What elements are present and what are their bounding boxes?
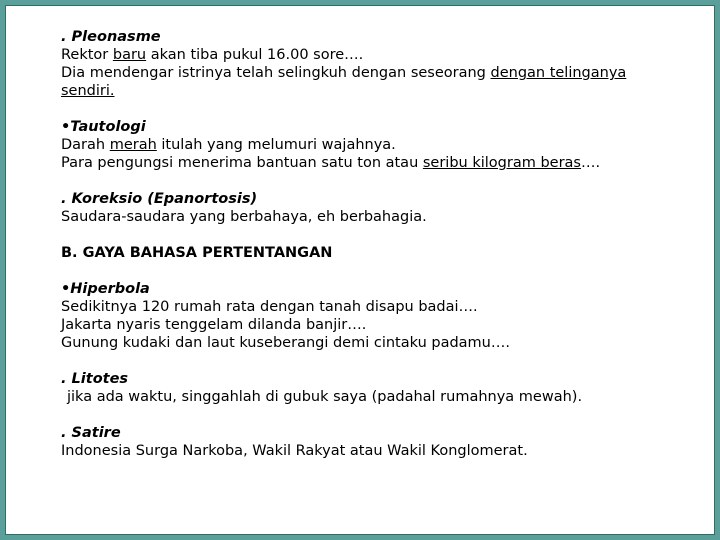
satire-example-1: Indonesia Surga Narkoba, Wakil Rakyat atau Wakil Konglomerat. xyxy=(61,443,528,459)
tautologi-example-1: Darah merah itulah yang melumuri wajahnya. xyxy=(61,137,396,153)
hiperbola-example-1: Sedikitnya 120 rumah rata dengan tanah disapu badai…. xyxy=(61,299,478,315)
litotes-example-1: jika ada waktu, singgahlah di gubuk saya (padahal rumahnya mewah). xyxy=(67,389,583,405)
gaya-pertentangan-heading: B. GAYA BAHASA PERTENTANGAN xyxy=(61,245,333,261)
satire-heading: . Satire xyxy=(61,425,121,441)
hiperbola-example-2: Jakarta nyaris tenggelam dilanda banjir…. xyxy=(61,317,367,333)
hiperbola-heading: •Hiperbola xyxy=(61,281,150,297)
tautologi-heading: •Tautologi xyxy=(61,119,146,135)
koreksio-heading: . Koreksio (Epanortosis) xyxy=(61,191,258,207)
koreksio-example-1: Saudara-saudara yang berbahaya, eh berbahagia. xyxy=(61,209,427,225)
pleonasme-example-1: Rektor baru akan tiba pukul 16.00 sore…. xyxy=(61,47,364,63)
tautologi-example-2: Para pengungsi menerima bantuan satu ton atau seribu kilogram beras…. xyxy=(61,155,601,171)
pleonasme-heading: . Pleonasme xyxy=(61,29,161,45)
litotes-heading: . Litotes xyxy=(61,371,129,387)
hiperbola-example-3: Gunung kudaki dan laut kuseberangi demi cintaku padamu…. xyxy=(61,335,510,351)
pleonasme-example-2: Dia mendengar istrinya telah selingkuh dengan seseorang dengan telinganya xyxy=(61,65,627,81)
slide-content xyxy=(61,28,681,460)
pleonasme-example-2-cont: sendiri. xyxy=(61,83,115,99)
